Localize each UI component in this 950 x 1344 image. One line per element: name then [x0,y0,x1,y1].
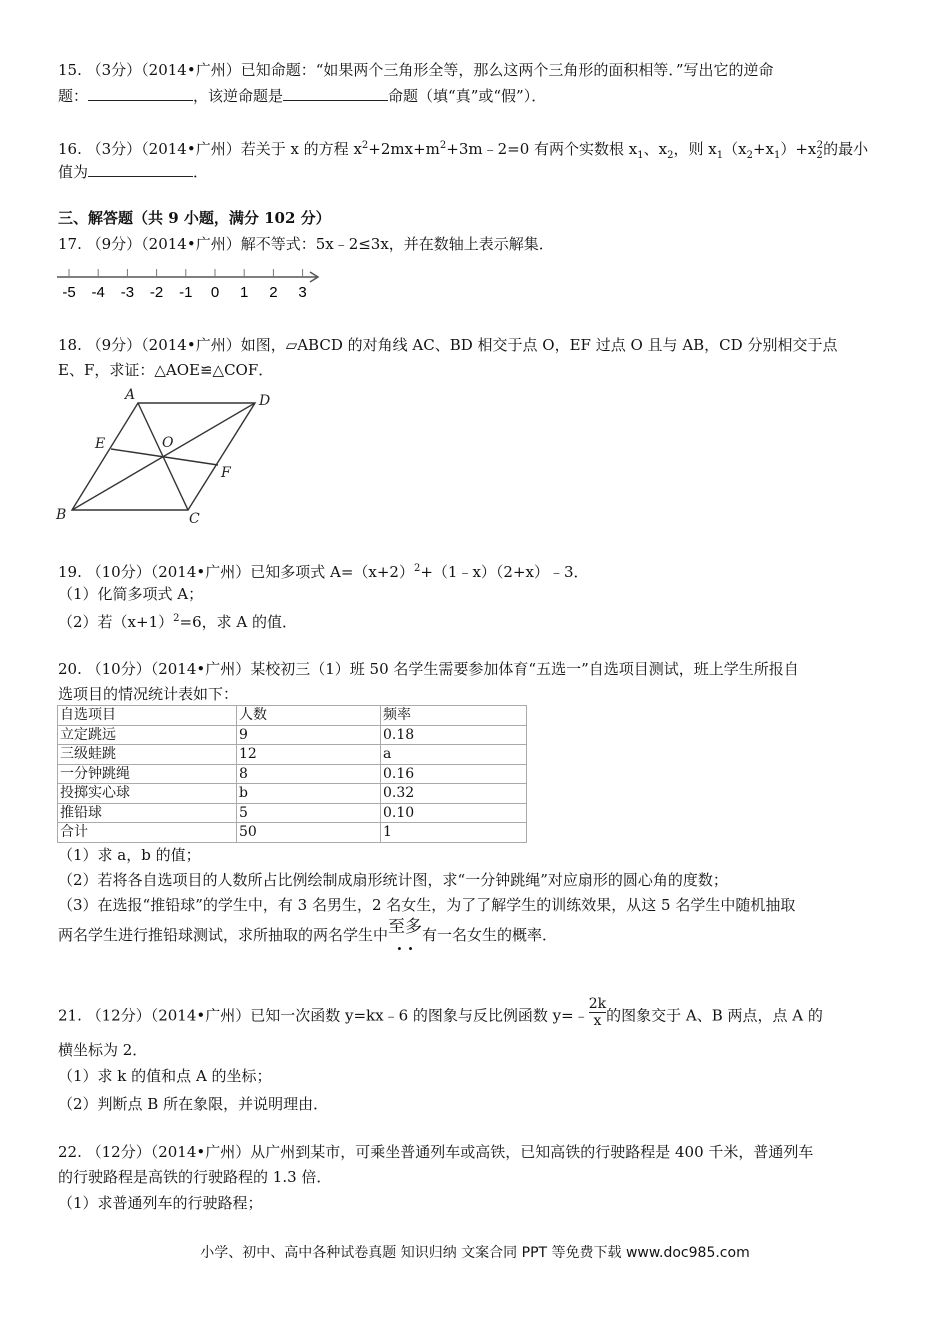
label-c: C [189,511,200,527]
answer-blank [283,86,388,101]
axis-label: -1 [179,284,193,301]
q22-part1: （1）求普通列车的行驶路程； [58,1194,263,1212]
q19-part1: （1）化简多项式 A； [58,585,204,603]
axis-label: 3 [298,284,307,301]
q20-part3-cont: 两名学生进行推铅球测试，求所抽取的两名学生中至多 · ·有一名女生的概率． [58,925,557,945]
q15-pre: 题： [58,87,89,105]
label-o: O [162,435,174,451]
table-row: 三级蛙跳 12 a [58,745,527,765]
axis-label: -3 [120,284,135,301]
q20-part3: （3）在选报“推铅球”的学生中，有 3 名男生，2 名女生，为了了解学生的训练效果，从这 5 名学生中随机抽取 [58,896,796,914]
label-a: A [125,387,136,403]
table-row: 推铅球 5 0.10 [58,803,527,823]
q20-part2: （2）若将各自选项目的人数所占比例绘制成扇形统计图，求“一分钟跳绳”对应扇形的圆心角的度数； [58,871,728,889]
label-d: D [259,393,271,409]
table-row: 一分钟跳绳 8 0.16 [58,764,527,784]
number-line [55,265,325,305]
q19-line1: 19. （10分）（2014•广州）已知多项式 $A=(x+2)^2+(1﹣x)(2+x)﹣3$． [58,563,589,581]
q18-line2: E、F，求证：△AOE≌△COF． [58,361,274,379]
answer-blank [88,86,193,101]
q21-part2: （2）判断点 B 所在象限，并说明理由． [58,1095,329,1113]
label-f: F [221,465,231,481]
q18-line1: 18. （9分）（2014•广州）如图，▱ABCD 的对角线 AC、BD 相交于点 O，EF 过点 O 且与 AB，CD 分别相交于点 [58,336,838,354]
q22-line1: 22. （12分）（2014•广州）从广州到某市，可乘坐普通列车或高铁，已知高铁的行驶路程是 400 千米，普通列车 [58,1143,814,1161]
axis-label: 0 [210,284,220,301]
q16-line2: 值为 ． [58,163,209,181]
q21-line2: 横坐标为 2． [58,1041,148,1059]
label-e: E [95,436,106,452]
q15-line1: 15. （3分）（2014•广州）已知命题：“如果两个三角形全等，那么这两个三角形的面积相等．”写出它的逆命 [58,61,774,79]
q17-text: 17. （9分）（2014•广州）解不等式：5x﹣2≤3x，并在数轴上表示解集． [58,235,554,253]
q15-mid: ，该逆命题是 [193,87,284,105]
axis-label: -4 [91,284,105,301]
answer-blank [88,162,193,177]
q20-line1: 20. （10分）（2014•广州）某校初三（1）班 50 名学生需要参加体育“五选一”自选项目测试，班上学生所报自 [58,660,799,678]
table-header-row: 自选项目 人数 频率 [58,706,527,726]
q16-line1: 16. （3分）（2014•广州）若关于 x 的方程 $x^2+2mx+m^2+3m﹣2=0$ 有两个实数根 $x_1$、$x_2$，则 $x_1(x_2+x_1)+x_2^2$的最小 [58,140,869,161]
q15-line2 [58,86,546,106]
q20-part1: （1）求 a，b 的值； [58,846,201,864]
section-heading: 三、解答题（共 9 小题，满分 102 分） [58,209,331,227]
q21-line1: 21. （12分）（2014•广州）已知一次函数 y=kx﹣6 的图象与反比例函数 y=﹣ $\frac{2k}{x}$ 的图象交于 A、B 两点，点 A 的 [58,996,823,1029]
q20-line2: 选项目的情况统计表如下： [58,685,239,703]
table-row: 立定跳远 9 0.18 [58,725,527,745]
stats-table [57,705,527,843]
q15-post: 命题（填“真”或“假”）． [388,87,547,105]
label-b: B [56,507,67,523]
parallelogram-figure [50,385,290,530]
q22-line2: 的行驶路程是高铁的行驶路程的 1.3 倍． [58,1168,332,1186]
fraction: $\frac{2k}{x}$ [588,996,607,1029]
axis-label: 1 [240,284,249,301]
table-row: 投掷实心球 b 0.32 [58,784,527,804]
footer-text: 小学、初中、高中各种试卷真题 知识归纳 文案合同 PPT 等免费下载 www.doc985.com [200,1245,750,1261]
axis-label: 2 [269,284,278,301]
table-row: 合计 50 1 [58,823,527,843]
segment-ef [111,449,218,465]
q21-part1: （1）求 k 的值和点 A 的坐标； [58,1067,272,1085]
emphasis-text: 至多 · · [388,917,422,937]
q19-part2: （2）若$(x+1)^2=6$，求 A 的值． [58,613,297,631]
axis-label: -2 [149,284,164,301]
axis-label: -5 [62,284,76,301]
